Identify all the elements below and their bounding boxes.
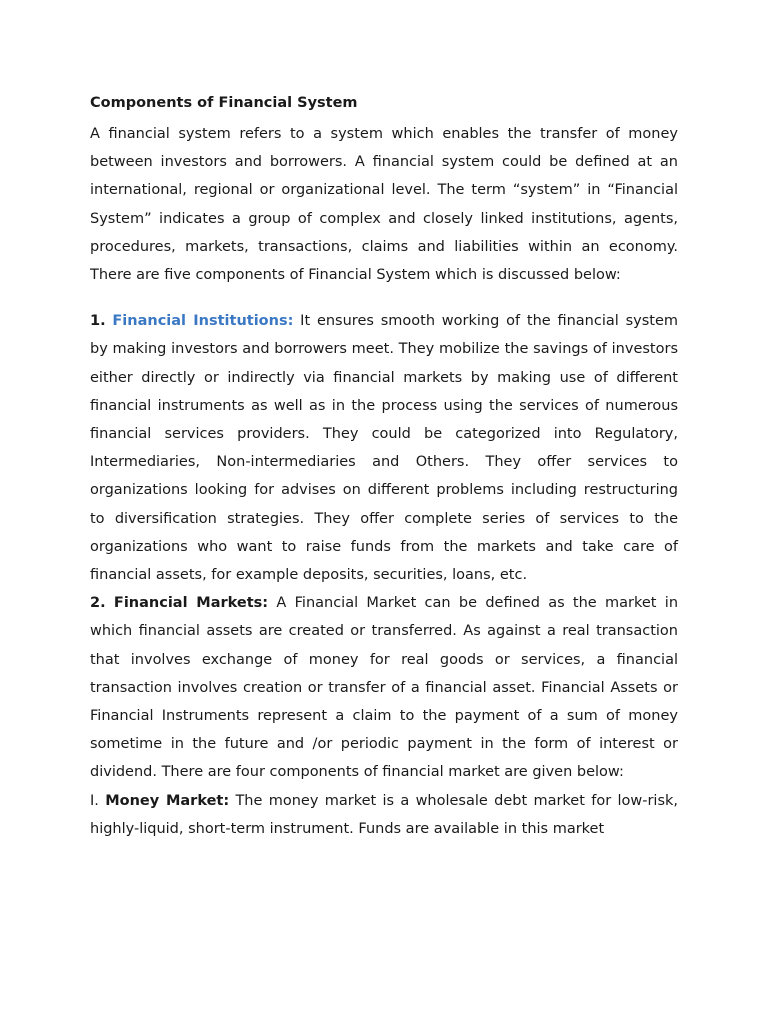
financial-institutions-text: It ensures smooth working of the financial system by making investors and borrowers meet. They mobilize the savings of investors either directly or indirectly via financial markets by making use of different financial instruments as well as in the process using the services of numerous financial services providers. They could be categorized into Regulatory, Intermediaries, Non-intermediaries and Others. They offer services to organizations looking for advises on different problems including restructuring to diversification strategies. They offer complete series of services to the organizations who want to raise funds from the markets and take care of financial assets, for example deposits, securities, loans, etc. (90, 313, 679, 584)
document-title: Components of Financial System (90, 95, 358, 111)
financial-markets-title: Financial Markets: (113, 595, 269, 612)
document-page (90, 93, 678, 843)
financial-institutions-paragraph (90, 307, 678, 589)
financial-markets-paragraph (90, 589, 678, 786)
item-number: 2. (90, 595, 106, 612)
financial-institutions-title: Financial Institutions: (112, 313, 294, 330)
money-market-title: Money Market: (105, 792, 230, 809)
item-number: 1. (90, 313, 106, 330)
subitem-number: I. (90, 792, 99, 809)
intro-paragraph: A financial system refers to a system which enables the transfer of money between investors and borrowers. A financial system could be defined at an international, regional or organizational level. The term “system” in “Financial System” indicates a group of complex and closely linked institutions, agents, procedures, markets, transactions, claims and liabilities within an economy. There are five components of Financial System which is discussed below: (90, 126, 678, 284)
money-market-paragraph (90, 787, 678, 843)
money-market-text: The money market is a wholesale debt market for low-risk, highly-liquid, short-term instrument. Funds are available in this market (90, 792, 679, 837)
financial-markets-text: A Financial Market can be defined as the market in which financial assets are created or transferred. As against a real transaction that involves exchange of money for real goods or services, a financial transaction involves creation or transfer of a financial asset. Financial Assets or Financial Instruments represent a claim to the payment of a sum of money sometime in the future and /or periodic payment in the form of interest or dividend. There are four components of financial market are given below: (90, 595, 679, 781)
